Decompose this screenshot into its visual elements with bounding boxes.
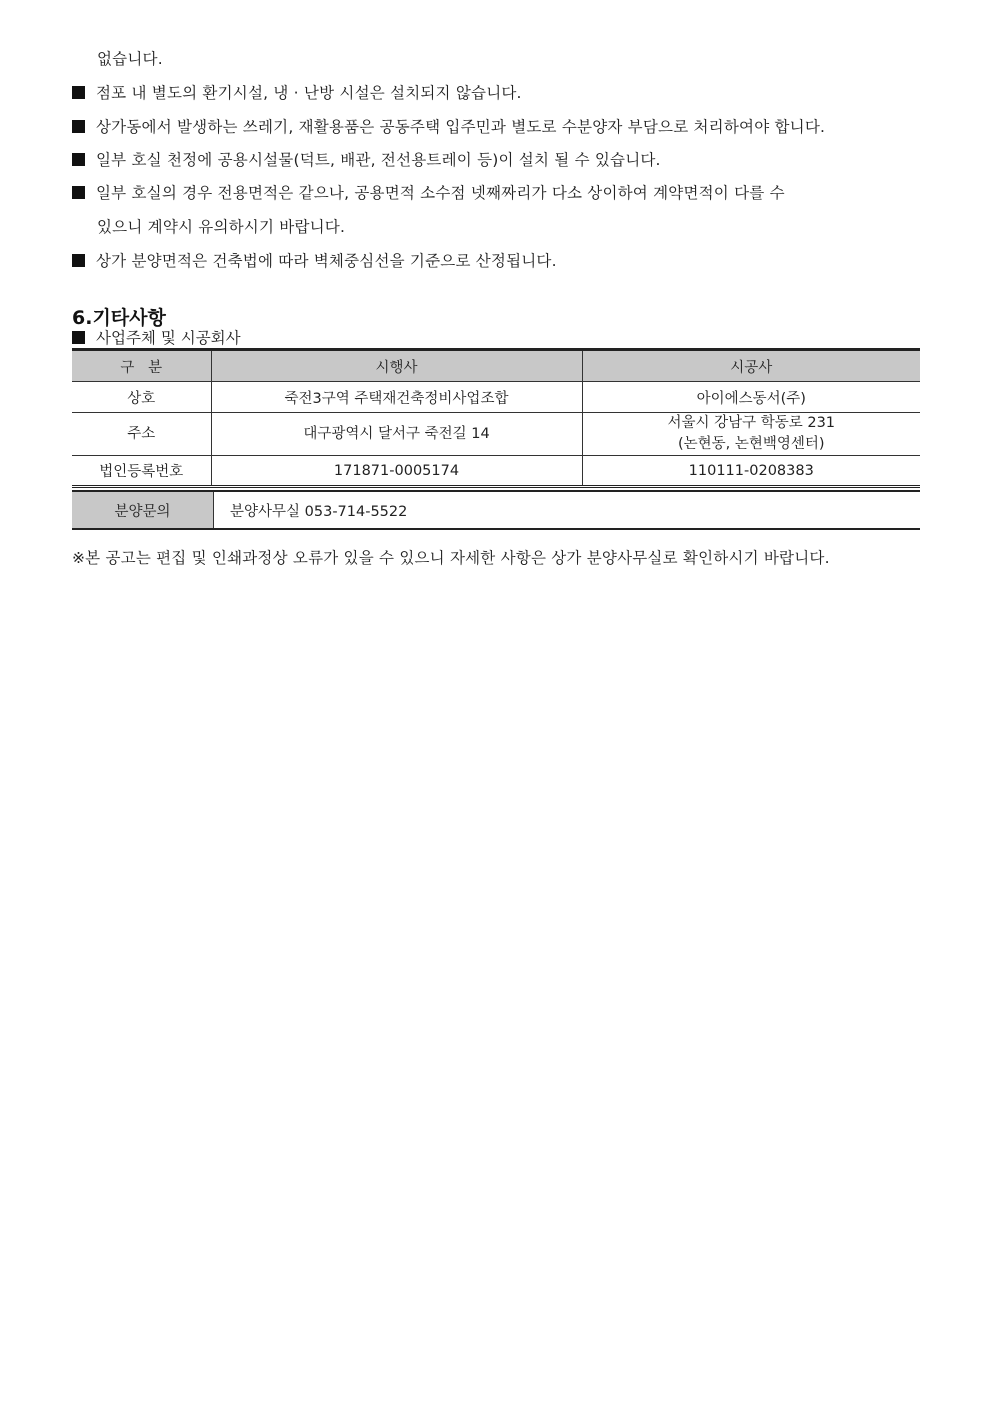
note-item-text: 상가동에서 발생하는 쓰레기, 재활용품은 공동주택 입주민과 별도로 수분양자 부담으로 처리하여야 합니다. (96, 118, 826, 136)
row-label: 상호 (72, 382, 211, 413)
section-title: 6.기타사항 (72, 307, 166, 329)
note-item (72, 183, 785, 203)
inquiry-label: 분양문의 (72, 491, 214, 529)
row-label: 법인등록번호 (72, 456, 211, 487)
table-header-cell: 시공사 (582, 350, 920, 382)
table-row (72, 382, 920, 413)
note-item (72, 150, 661, 170)
square-bullet-icon (72, 86, 85, 99)
row-label: 주소 (72, 413, 211, 456)
developer-cell: 죽전3구역 주택재건축정비사업조합 (211, 382, 582, 413)
table-header-cell: 시행사 (211, 350, 582, 382)
notes-continuation-top: 없습니다. (97, 50, 163, 68)
inquiry-table (72, 490, 920, 530)
note-item-text: 점포 내 별도의 환기시설, 냉 · 난방 시설은 설치되지 않습니다. (96, 84, 522, 102)
note-item-text: 상가 분양면적은 건축법에 따라 벽체중심선을 기준으로 산정됩니다. (96, 252, 557, 270)
table-row (72, 456, 920, 487)
developer-cell: 대구광역시 달서구 죽전길 14 (211, 413, 582, 456)
table-row (72, 413, 920, 456)
disclaimer-notice: ※본 공고는 편집 및 인쇄과정상 오류가 있을 수 있으니 자세한 사항은 상가 분양사무실로 확인하시기 바랍니다. (72, 549, 830, 567)
developer-cell: 171871-0005174 (211, 456, 582, 487)
section-subtitle (72, 328, 241, 348)
builder-cell: 아이에스동서(주) (582, 382, 920, 413)
builder-address-line: 서울시 강남구 학동로 231 (667, 415, 836, 431)
square-bullet-icon (72, 331, 85, 344)
note-item (72, 117, 825, 137)
inquiry-value: 분양사무실 053-714-5522 (214, 491, 921, 529)
builder-cell: 110111-0208383 (582, 456, 920, 487)
table-header-row (72, 350, 920, 382)
builder-address-line: (논현동, 논현백영센터) (677, 436, 825, 452)
company-info-table (72, 348, 920, 488)
builder-cell (582, 413, 920, 456)
square-bullet-icon (72, 254, 85, 267)
section-subtitle-text: 사업주체 및 시공회사 (96, 329, 241, 347)
note-item (72, 251, 557, 271)
square-bullet-icon (72, 186, 85, 199)
note-item-text: 일부 호실 천정에 공용시설물(덕트, 배관, 전선용트레이 등)이 설치 될 수 있습니다. (96, 151, 661, 169)
note-item-text: 일부 호실의 경우 전용면적은 같으나, 공용면적 소수점 넷째짜리가 다소 상이하여 계약면적이 다를 수 (96, 184, 785, 202)
inquiry-row (72, 491, 920, 529)
square-bullet-icon (72, 120, 85, 133)
note-item (72, 83, 522, 103)
note-item-continuation: 있으니 계약시 유의하시기 바랍니다. (97, 218, 346, 236)
square-bullet-icon (72, 153, 85, 166)
table-header-cell: 구 분 (72, 350, 211, 382)
